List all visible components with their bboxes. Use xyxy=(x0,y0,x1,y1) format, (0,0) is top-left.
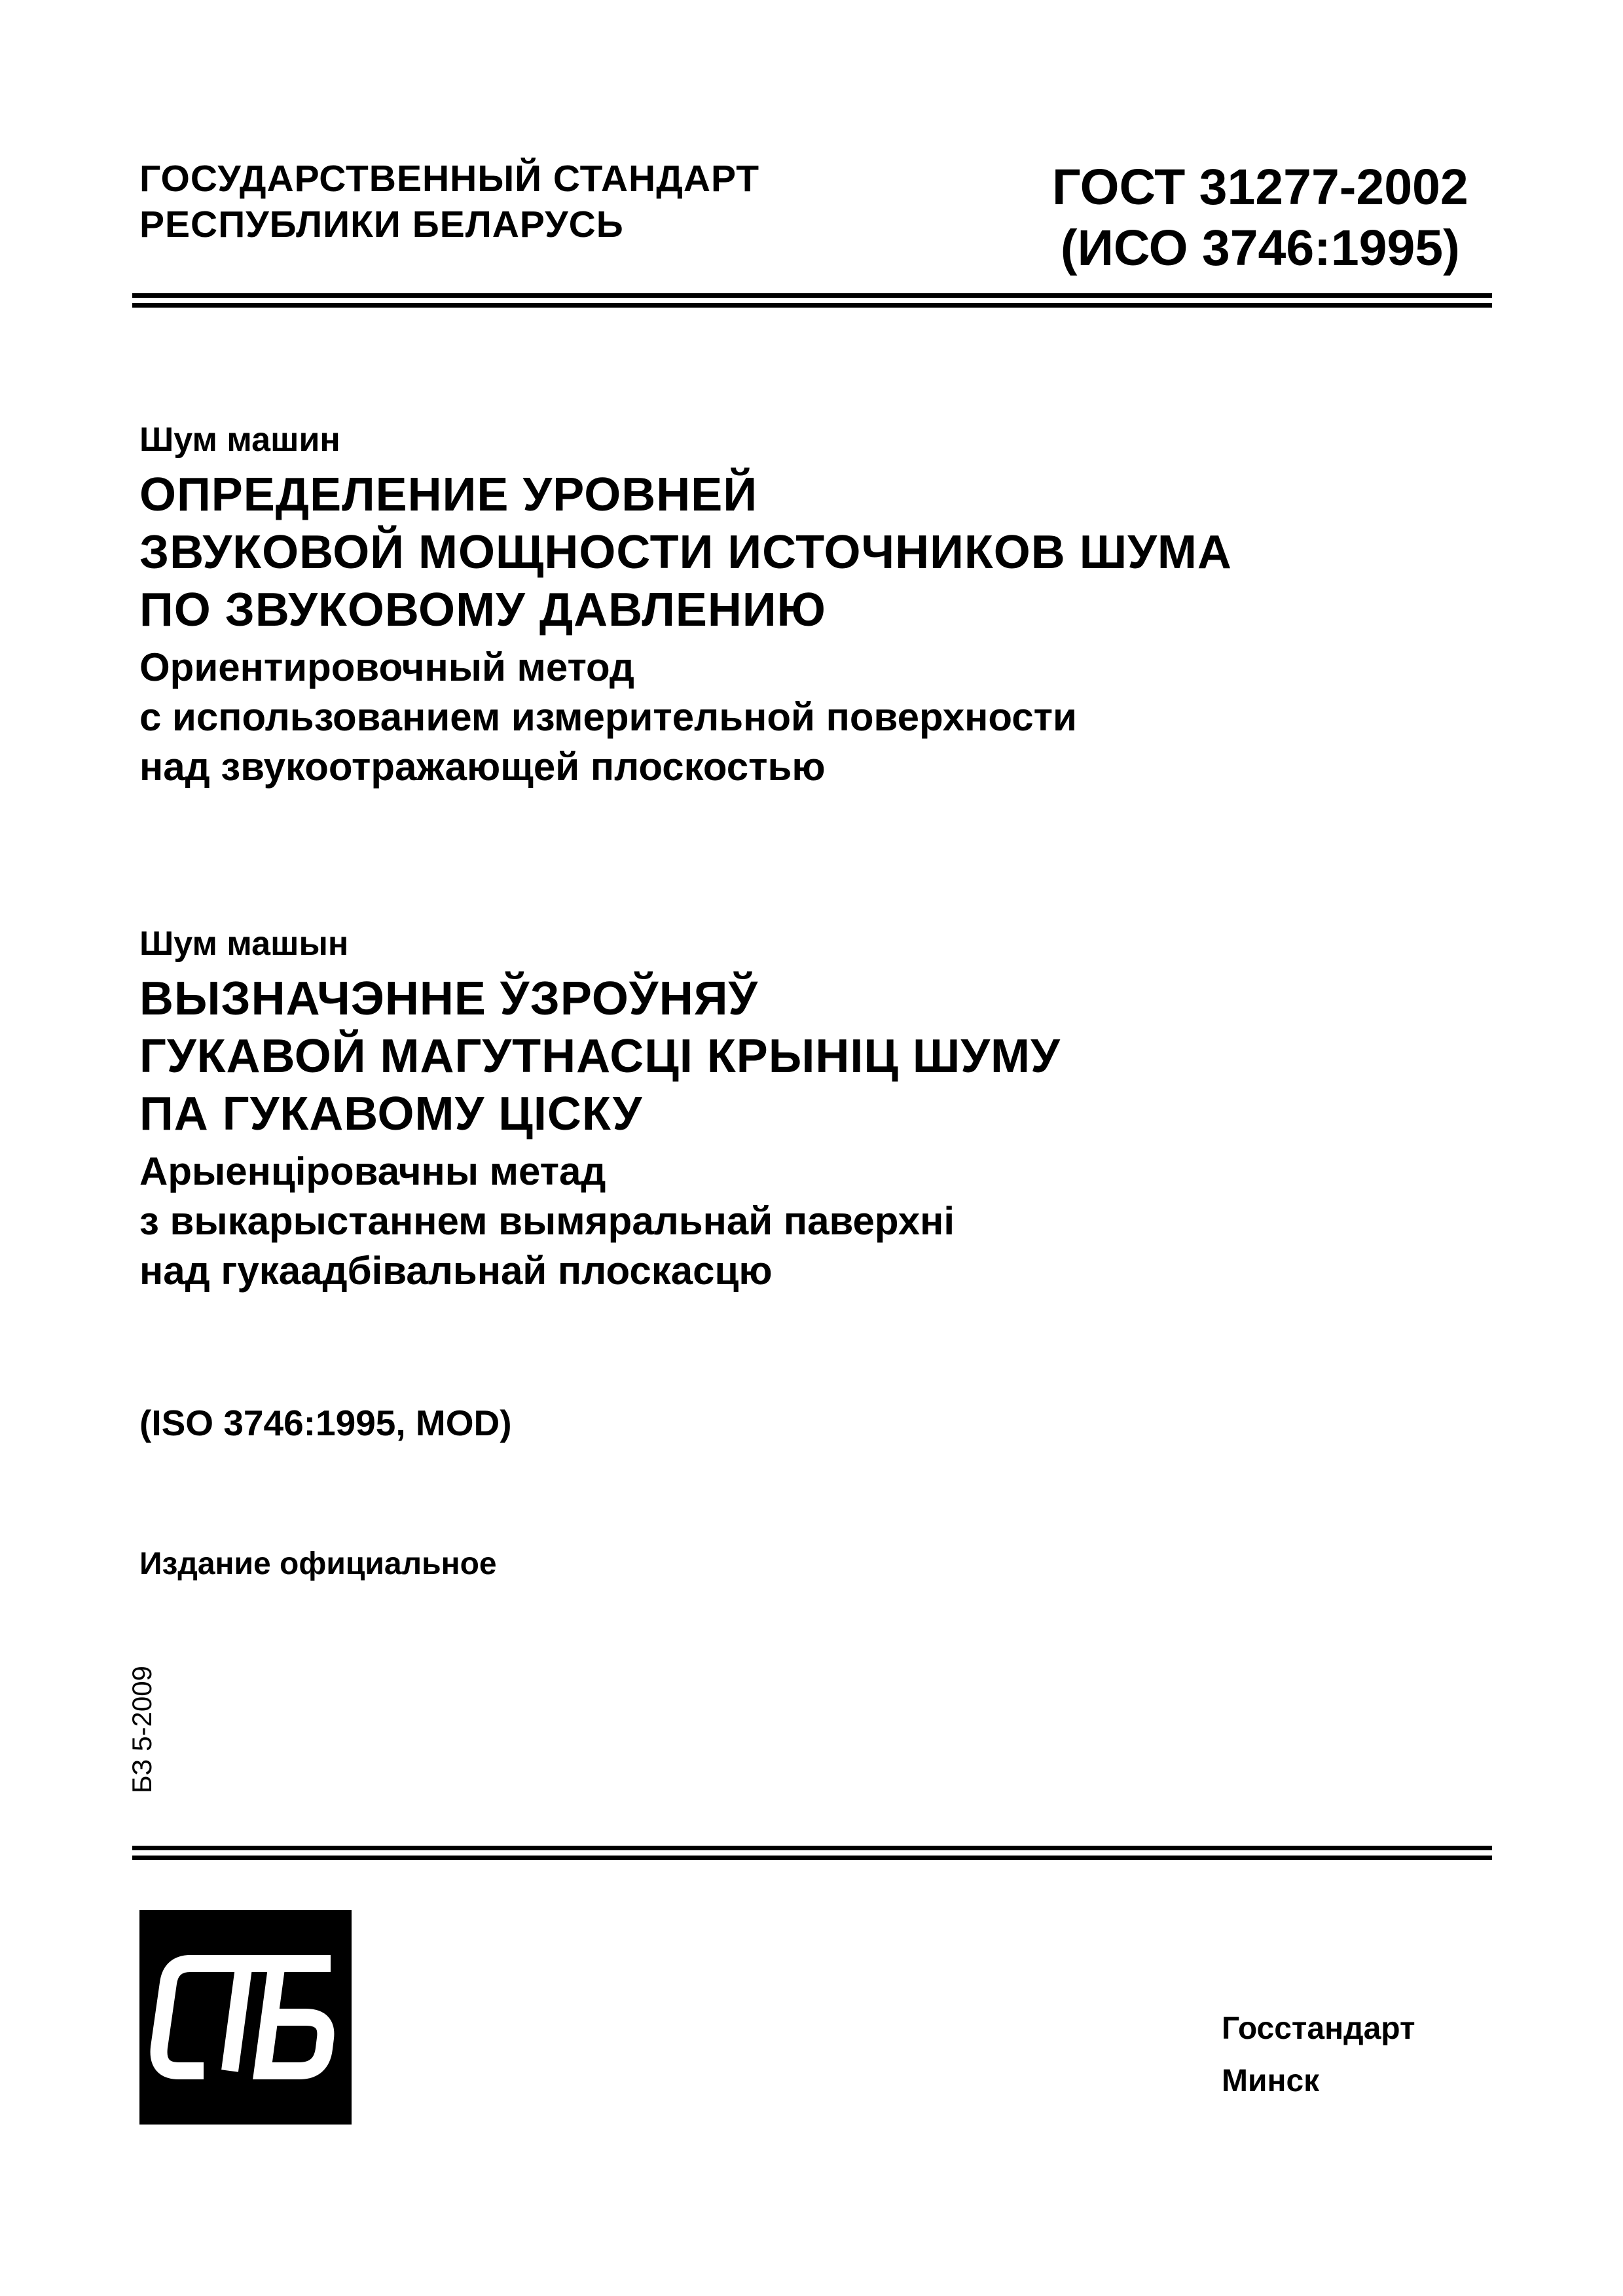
russian-subtitle-line: над звукоотражающей плоскостью xyxy=(139,745,826,789)
russian-subtitle-line: Ориентировочный метод xyxy=(139,645,635,689)
header-line-state-standard: ГОСУДАРСТВЕННЫЙ СТАНДАРТ xyxy=(139,158,760,200)
iso-number: (ИСО 3746:1995) xyxy=(1060,220,1460,276)
belarusian-subtitle-line: Арыенціровачны метад xyxy=(139,1149,606,1193)
russian-main-title-line: ПО ЗВУКОВОМУ ДАВЛЕНИЮ xyxy=(139,584,826,636)
header-line-republic: РЕСПУБЛИКИ БЕЛАРУСЬ xyxy=(139,204,624,245)
russian-small-title: Шум машин xyxy=(139,421,340,459)
standard-designation xyxy=(1052,157,1468,279)
publisher-name: Госстандарт xyxy=(1222,2011,1415,2046)
belarusian-title-block xyxy=(139,923,1061,1296)
russian-subtitle-line: с использованием измерительной поверхности xyxy=(139,695,1077,739)
belarusian-subtitle-line: над гукаадбівальнай плоскасцю xyxy=(139,1249,773,1293)
header-standard-title xyxy=(139,156,759,247)
vertical-batch-code: БЗ 5-2009 xyxy=(126,1666,157,1793)
russian-title-block xyxy=(139,419,1232,792)
iso-reference: (ISO 3746:1995, MOD) xyxy=(139,1403,512,1443)
belarusian-main-title xyxy=(139,970,1061,1143)
russian-main-title-line: ОПРЕДЕЛЕНИЕ УРОВНЕЙ xyxy=(139,469,758,521)
gost-number: ГОСТ 31277-2002 xyxy=(1052,159,1468,215)
belarusian-main-title-line: ГУКАВОЙ МАГУТНАСЦІ КРЫНІЦ ШУМУ xyxy=(139,1030,1061,1083)
footer-divider xyxy=(132,1846,1492,1860)
belarusian-subtitle-line: з выкарыстаннем вымяральнай паверхні xyxy=(139,1199,955,1243)
belarusian-main-title-line: ПА ГУКАВОМУ ЦІСКУ xyxy=(139,1088,643,1140)
stb-logo xyxy=(139,1910,352,2125)
belarusian-subtitle xyxy=(139,1147,1061,1296)
header-divider xyxy=(132,293,1492,308)
publisher-city: Минск xyxy=(1222,2064,1320,2098)
stb-logo-icon xyxy=(139,1910,352,2125)
russian-subtitle xyxy=(139,643,1232,792)
belarusian-small-title: Шум машын xyxy=(139,925,349,963)
belarusian-main-title-line: ВЫЗНАЧЭННЕ ЎЗРОЎНЯЎ xyxy=(139,973,759,1025)
edition-label: Издание официальное xyxy=(139,1547,497,1581)
russian-main-title xyxy=(139,466,1232,639)
russian-main-title-line: ЗВУКОВОЙ МОЩНОСТИ ИСТОЧНИКОВ ШУМА xyxy=(139,526,1232,579)
publisher-block xyxy=(1222,2003,1415,2108)
